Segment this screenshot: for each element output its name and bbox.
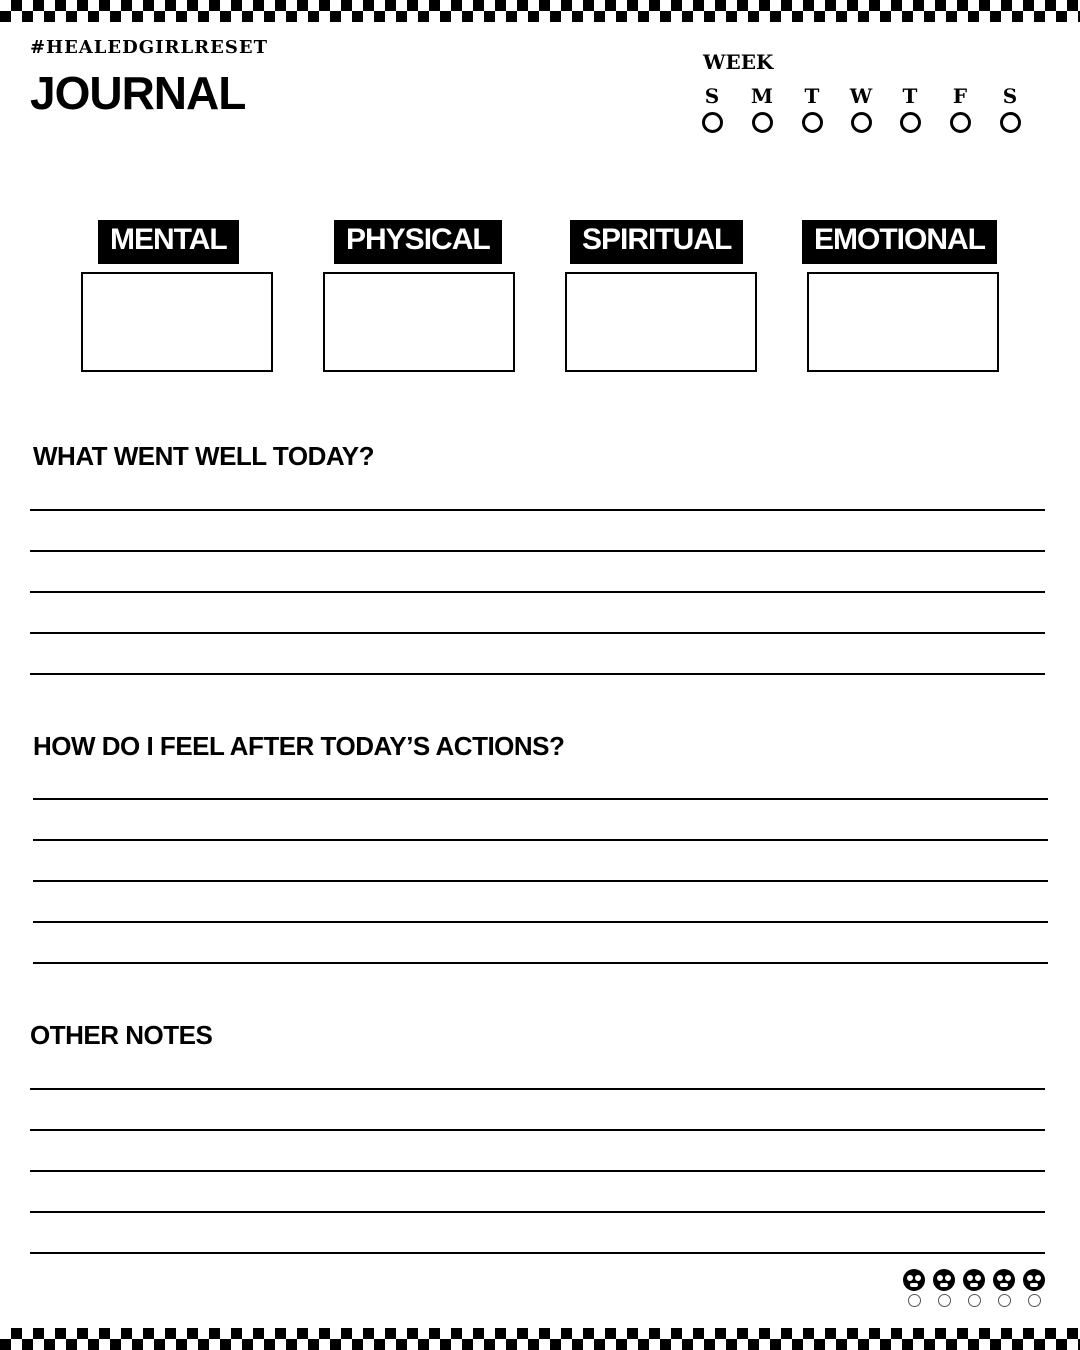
writing-line <box>33 798 1048 800</box>
mood-checkbox-circle[interactable] <box>938 1294 951 1307</box>
mood-option[interactable] <box>901 1269 927 1307</box>
day-checkbox-circle[interactable] <box>900 112 921 133</box>
writing-line <box>30 591 1045 593</box>
mood-checkbox-circle[interactable] <box>968 1294 981 1307</box>
writing-line <box>33 962 1048 964</box>
day-monday[interactable] <box>740 84 784 133</box>
category-label: SPIRITUAL <box>570 220 743 264</box>
face-icon <box>993 1269 1015 1291</box>
category-physical <box>323 220 523 372</box>
hashtag: #HEALEDGIRLRESET <box>30 37 268 58</box>
writing-line <box>33 839 1048 841</box>
category-spiritual <box>565 220 765 372</box>
mood-checkbox-circle[interactable] <box>1028 1294 1041 1307</box>
section-question-went-well: WHAT WENT WELL TODAY? <box>33 441 374 471</box>
writing-line <box>30 1170 1045 1172</box>
category-input-box[interactable] <box>323 272 515 372</box>
day-letter: M <box>750 84 774 108</box>
day-checkbox-circle[interactable] <box>802 112 823 133</box>
checkered-border-bottom <box>0 1328 1080 1350</box>
writing-line <box>30 1129 1045 1131</box>
mood-option[interactable] <box>1021 1269 1047 1307</box>
day-letter: T <box>804 84 820 108</box>
day-tuesday[interactable] <box>790 84 834 133</box>
week-label: WEEK <box>703 50 774 74</box>
category-input-box[interactable] <box>565 272 757 372</box>
day-letter: W <box>849 84 873 108</box>
day-checkbox-circle[interactable] <box>702 112 723 133</box>
day-checkbox-circle[interactable] <box>851 112 872 133</box>
day-sunday[interactable] <box>690 84 734 133</box>
week-day-tracker <box>690 84 1035 144</box>
category-emotional <box>807 220 1007 372</box>
mood-option[interactable] <box>991 1269 1017 1307</box>
day-wednesday[interactable] <box>839 84 883 133</box>
writing-lines-went-well[interactable] <box>30 509 1045 679</box>
day-letter: S <box>1002 84 1018 108</box>
mood-checkbox-circle[interactable] <box>908 1294 921 1307</box>
day-friday[interactable] <box>938 84 982 133</box>
section-question-feelings: HOW DO I FEEL AFTER TODAY’S ACTIONS? <box>33 731 565 761</box>
category-label: PHYSICAL <box>334 220 502 264</box>
mood-option[interactable] <box>931 1269 957 1307</box>
day-checkbox-circle[interactable] <box>752 112 773 133</box>
day-saturday[interactable] <box>988 84 1032 133</box>
face-icon <box>903 1269 925 1291</box>
day-thursday[interactable] <box>888 84 932 133</box>
section-question-other-notes: OTHER NOTES <box>30 1020 213 1050</box>
page-title: JOURNAL <box>30 67 246 119</box>
category-mental <box>81 220 281 372</box>
writing-line <box>33 921 1048 923</box>
writing-lines-feelings[interactable] <box>33 798 1048 968</box>
face-icon <box>933 1269 955 1291</box>
day-checkbox-circle[interactable] <box>1000 112 1021 133</box>
writing-line <box>30 632 1045 634</box>
writing-line <box>33 880 1048 882</box>
day-letter: S <box>704 84 720 108</box>
mood-tracker <box>901 1269 1051 1313</box>
face-icon <box>1023 1269 1045 1291</box>
category-input-box[interactable] <box>81 272 273 372</box>
writing-line <box>30 673 1045 675</box>
day-checkbox-circle[interactable] <box>950 112 971 133</box>
checkered-border-top <box>0 0 1080 22</box>
mood-checkbox-circle[interactable] <box>998 1294 1011 1307</box>
writing-line <box>30 509 1045 511</box>
writing-line <box>30 550 1045 552</box>
writing-line <box>30 1211 1045 1213</box>
day-letter: T <box>902 84 918 108</box>
writing-line <box>30 1088 1045 1090</box>
category-input-box[interactable] <box>807 272 999 372</box>
category-label: EMOTIONAL <box>802 220 997 264</box>
category-label: MENTAL <box>98 220 239 264</box>
mood-option[interactable] <box>961 1269 987 1307</box>
writing-lines-other-notes[interactable] <box>30 1088 1045 1258</box>
writing-line <box>30 1252 1045 1254</box>
day-letter: F <box>952 84 968 108</box>
face-icon <box>963 1269 985 1291</box>
